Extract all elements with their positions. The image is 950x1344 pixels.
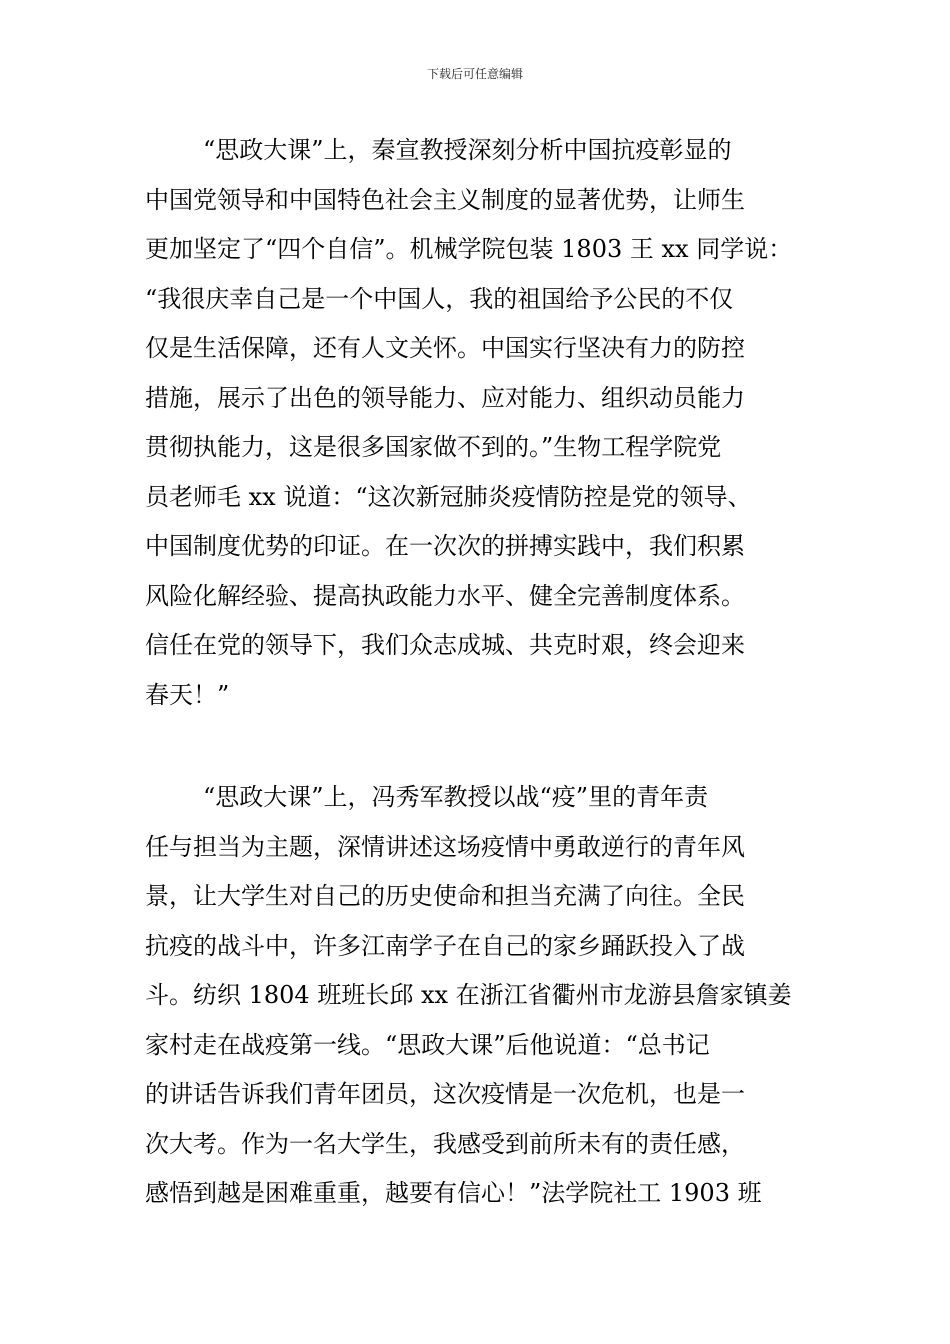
paragraph-line: “思政大课”上，冯秀军教授以战“疫”里的青年责 <box>203 783 709 811</box>
paragraph-line: 春天！” <box>145 680 230 709</box>
paragraph-line: 仅是生活保障，还有人文关怀。中国实行坚决有力的防控 <box>145 334 745 362</box>
paragraph-1 <box>145 126 807 720</box>
paragraph-line: “我很庆幸自己是一个中国人，我的祖国给予公民的不仅 <box>145 284 734 313</box>
paragraph-line: 中国党领导和中国特色社会主义制度的显著优势，让师生 <box>145 185 745 214</box>
paragraph-line: 员老师毛 xx 说道：“这次新冠肺炎疫情防控是党的领导、 <box>145 482 752 511</box>
paragraph-line: 感悟到越是困难重重，越要有信心！”法学院社工 1903 班 <box>145 1179 762 1207</box>
paragraph-line: 措施，展示了出色的领导能力、应对能力、组织动员能力 <box>145 383 745 412</box>
paragraph-line: 次大考。作为一名大学生，我感受到前所未有的责任感， <box>145 1129 745 1158</box>
paragraph-line: “思政大课”上，秦宣教授深刻分析中国抗疫彰显的 <box>203 136 732 164</box>
paragraph-line: 抗疫的战斗中，许多江南学子在自己的家乡踊跃投入了战 <box>145 931 745 960</box>
paragraph-line: 更加坚定了“四个自信”。机械学院包装 1803 王 xx 同学说： <box>145 235 793 263</box>
paragraph-2 <box>145 773 807 1219</box>
paragraph-line: 风险化解经验、提高执政能力水平、健全完善制度体系。 <box>145 581 745 610</box>
page-header: 下载后可任意编辑 <box>426 67 523 81</box>
paragraph-line: 的讲话告诉我们青年团员，这次疫情是一次危机，也是一 <box>145 1080 745 1108</box>
paragraph-line: 景，让大学生对自己的历史使命和担当充满了向往。全民 <box>145 882 745 910</box>
paragraph-line: 家村走在战疫第一线。“思政大课”后他说道：“总书记 <box>145 1030 710 1059</box>
paragraph-line: 任与担当为主题，深情讲述这场疫情中勇敢逆行的青年风 <box>145 832 745 861</box>
paragraph-line: 贯彻执能力，这是很多国家做不到的。”生物工程学院党 <box>145 433 722 461</box>
paragraph-line: 信任在党的领导下，我们众志成城、共克时艰，终会迎来 <box>145 631 745 659</box>
paragraph-line: 中国制度优势的印证。在一次次的拼搏实践中，我们积累 <box>145 532 745 560</box>
paragraph-line: 斗。纺织 1804 班班长邱 xx 在浙江省衢州市龙游县詹家镇姜 <box>145 981 792 1009</box>
